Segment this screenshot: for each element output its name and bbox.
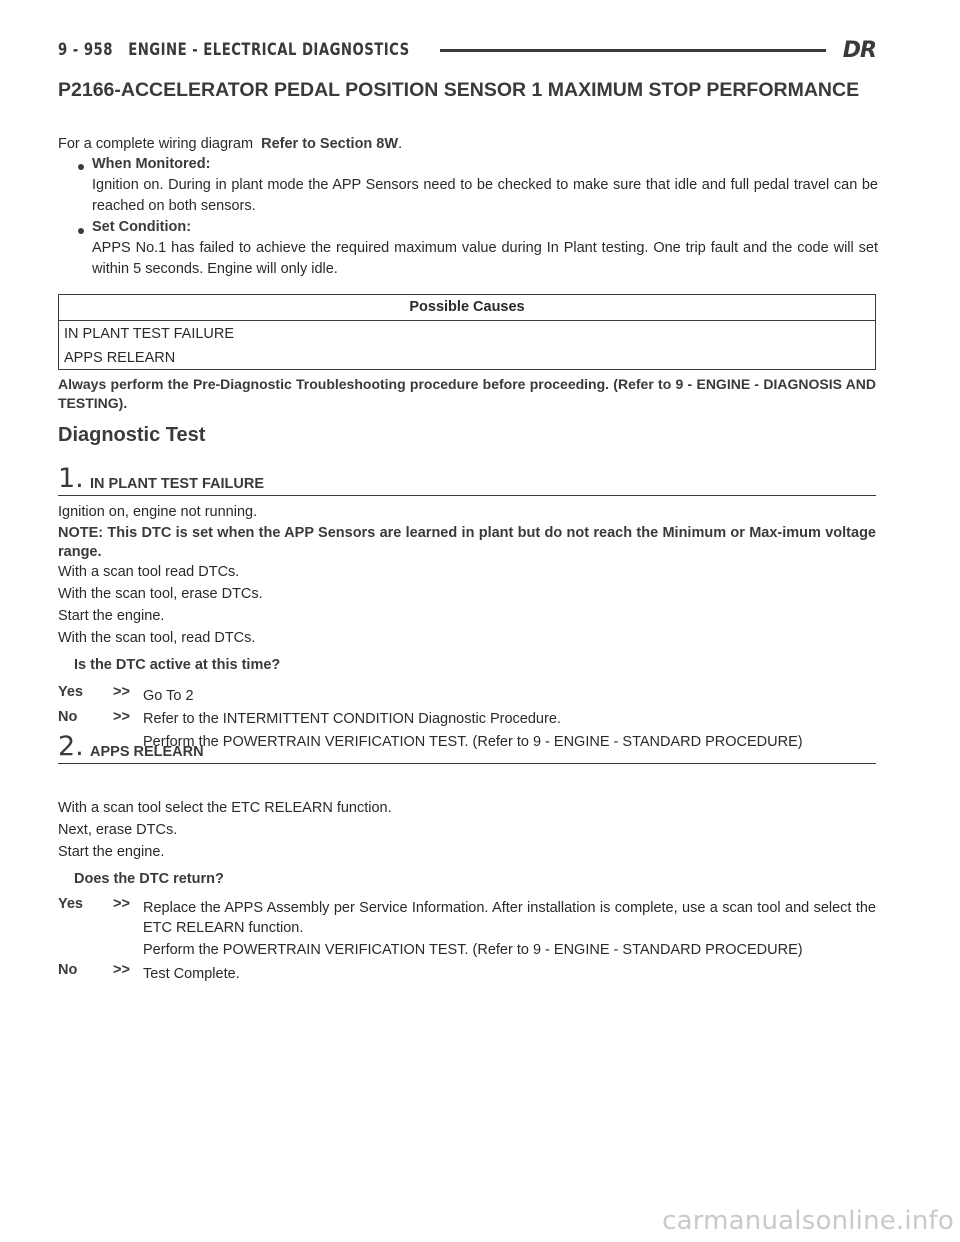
table-header: Possible Causes	[59, 295, 875, 321]
answer-arrow: >>	[113, 896, 130, 912]
step1-line: With the scan tool, read DTCs.	[58, 630, 256, 646]
step-title: APPS RELEARN	[90, 744, 204, 760]
step1-line: With a scan tool read DTCs.	[58, 564, 240, 580]
answer-no-label: No	[58, 709, 78, 725]
header-model-badge: DR	[842, 38, 876, 63]
step-2-header	[58, 733, 876, 764]
step2-question: Does the DTC return?	[74, 871, 224, 887]
bullet-set-condition: Set Condition: APPS No.1 has failed to achieve the required maximum value during In Plant testing. One trip fault and the code will set within 5 seconds. Engine will only idle.	[92, 219, 878, 277]
wiring-link[interactable]: Refer to Section 8W	[261, 136, 399, 152]
step-1-header	[58, 465, 876, 496]
step1-question: Is the DTC active at this time?	[74, 657, 281, 673]
header-rule	[440, 49, 826, 52]
step-number: 2.	[58, 731, 84, 762]
answer-no-label: No	[58, 962, 78, 978]
step1-line: Ignition on, engine not running.	[58, 504, 258, 520]
step-number: 1.	[58, 463, 84, 494]
answer-no-text: Perform the POWERTRAIN VERIFICATION TEST. (Refer to 9 - ENGINE - STANDARD PROCEDURE)	[143, 734, 803, 750]
wiring-ref: For a complete wiring diagram Refer to Section 8W.	[58, 136, 403, 152]
bullet-when-monitored: When Monitored: Ignition on. During in plant mode the APP Sensors need to be checked to make sure that idle and full pedal travel can be reached on both sensors.	[92, 156, 878, 214]
step2-line: Next, erase DTCs.	[58, 822, 178, 838]
step2-line: With a scan tool select the ETC RELEARN function.	[58, 800, 392, 816]
bullet-dot	[78, 228, 84, 234]
header-text: 9 - 958 ENGINE - ELECTRICAL DIAGNOSTICS	[58, 40, 410, 60]
step1-note: NOTE: This DTC is set when the APP Sensors are learned in plant but do not reach the Minimum or Max-imum voltage range.	[58, 525, 876, 560]
diagnostic-test-heading: Diagnostic Test	[58, 424, 206, 446]
bullet-dot	[78, 164, 84, 170]
answer-yes-text: Go To 2	[143, 688, 194, 704]
answer-arrow: >>	[113, 962, 130, 978]
step1-line: With the scan tool, erase DTCs.	[58, 586, 263, 602]
answer-arrow: >>	[113, 684, 130, 700]
answer-yes-text: Perform the POWERTRAIN VERIFICATION TEST. (Refer to 9 - ENGINE - STANDARD PROCEDURE)	[143, 942, 803, 958]
answer-no-text: Refer to the INTERMITTENT CONDITION Diagnostic Procedure.	[143, 711, 561, 727]
answer-no-text: Test Complete.	[143, 966, 240, 982]
table-row: APPS RELEARN	[64, 350, 176, 366]
step1-line: Start the engine.	[58, 608, 165, 624]
answer-yes-text: Replace the APPS Assembly per Service Information. After installation is complete, use a scan tool and select the ETC RELEARN function.	[143, 900, 876, 936]
table-row: IN PLANT TEST FAILURE	[64, 326, 235, 342]
page-header	[58, 38, 876, 62]
pre-diagnostic-note: Always perform the Pre-Diagnostic Troubleshooting procedure before proceeding. (Refer to 9 - ENGINE - DIAGNOSIS AND TESTING).	[58, 376, 876, 411]
watermark: carmanualsonline.info	[662, 1206, 954, 1236]
answer-arrow: >>	[113, 709, 130, 725]
answer-yes-label: Yes	[58, 684, 83, 700]
answer-yes-label: Yes	[58, 896, 83, 912]
step-title: IN PLANT TEST FAILURE	[90, 476, 264, 492]
possible-causes-table	[58, 294, 876, 370]
page-title: P2166-ACCELERATOR PEDAL POSITION SENSOR 1 MAXIMUM STOP PERFORMANCE	[58, 79, 860, 101]
step2-line: Start the engine.	[58, 844, 165, 860]
